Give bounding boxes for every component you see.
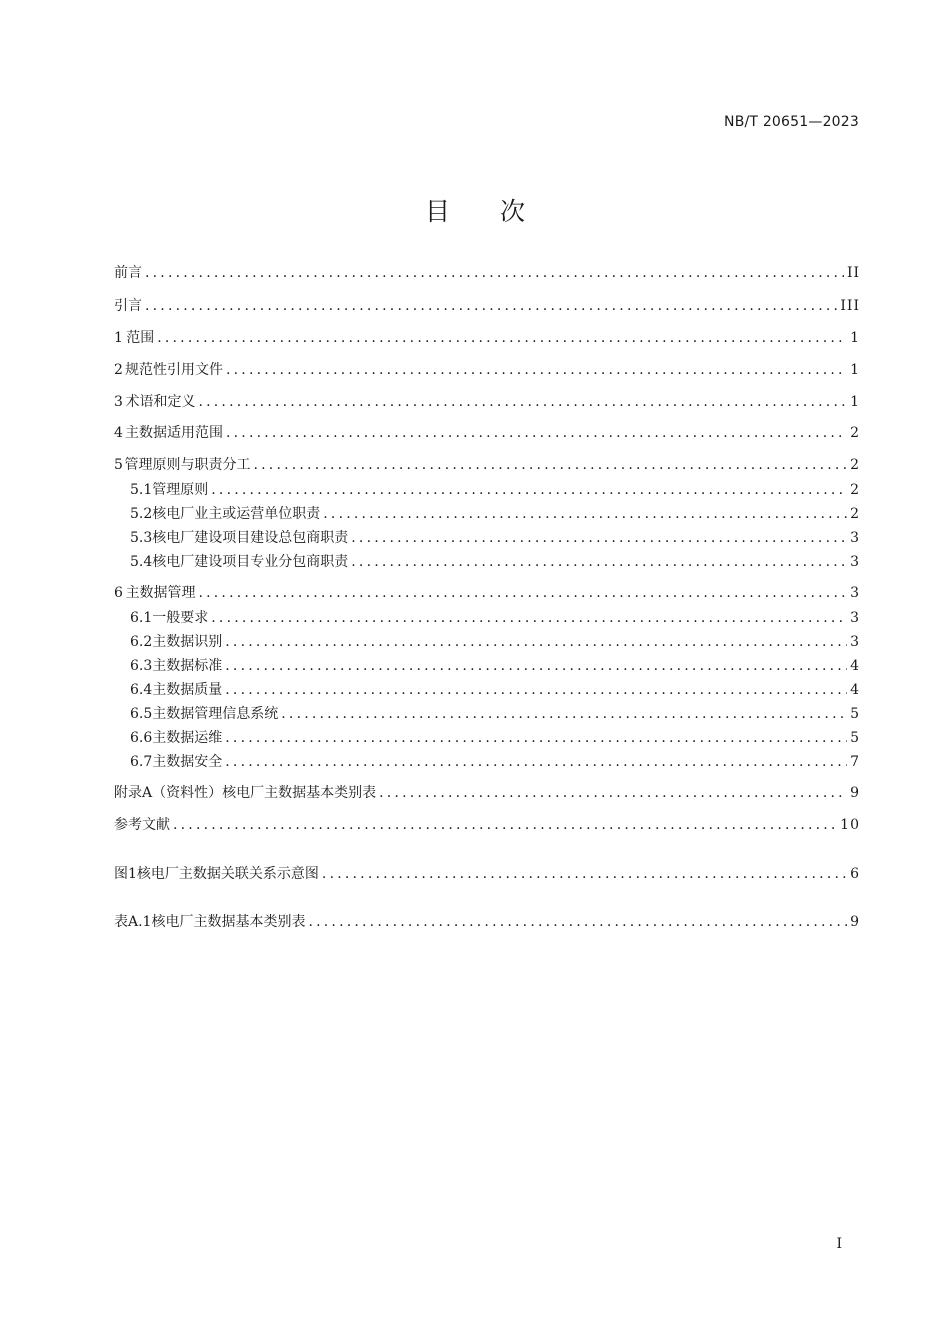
toc-entry-page: 1 [850,362,860,378]
toc-entry-6-2[interactable] [130,632,860,652]
toc-entry-page: 2 [850,506,860,522]
toc-entry-number: 6.6 [130,730,153,746]
toc-entry-label: 术语和定义 [125,394,196,410]
toc-entry-label: 主数据安全 [152,754,223,770]
toc-leader-dots [351,528,847,548]
toc-entry-label: 核电厂业主或运营单位职责 [152,506,321,522]
toc-entry-number: 6.7 [130,754,153,770]
toc-entry-page: 2 [850,482,860,498]
toc-entry-5-4[interactable] [130,552,860,572]
toc-entry-number: 4 [114,425,123,441]
toc-entry-page: 2 [850,457,860,473]
toc-entry-label: 主数据管理 [125,585,196,601]
toc-entry-6-5[interactable] [130,704,860,724]
toc-leader-dots [225,752,847,772]
toc-entry-figure-1[interactable] [114,864,860,884]
toc-entry-page: 3 [850,530,860,546]
toc-leader-dots [145,296,837,316]
toc-leader-dots [198,392,847,412]
toc-entry-label: 核电厂建设项目建设总包商职责 [152,530,349,546]
toc-entry-4[interactable] [114,423,860,443]
toc-entry-label: 核电厂主数据关联关系示意图 [136,866,319,882]
toc-entry-page: III [840,298,860,314]
page-number: I [836,1236,842,1252]
toc-entry-number: 5.4 [130,554,153,570]
toc-leader-dots [211,480,847,500]
toc-entry-page: 3 [850,585,860,601]
toc-entry-number: 6.3 [130,658,153,674]
toc-entry-label: 核电厂主数据基本类别表 [222,785,377,801]
toc-entry-number: 6.5 [130,706,153,722]
toc-entry-page: 6 [850,866,860,882]
toc-leader-dots [308,912,847,932]
toc-leader-dots [225,728,847,748]
toc-entry-page: 5 [850,730,860,746]
toc-entry-2[interactable] [114,360,860,380]
toc-leader-dots [226,423,847,443]
toc-entry-5-2[interactable] [130,504,860,524]
toc-leader-dots [198,583,847,603]
toc-entry-bibliography[interactable] [114,815,860,835]
toc-entry-page: 1 [850,394,860,410]
toc-entry-page: 4 [850,682,860,698]
toc-leader-dots [254,455,848,475]
title-char-1: 目 [424,197,450,226]
toc-leader-dots [225,680,847,700]
toc-entry-label: 主数据标准 [152,658,223,674]
page-title [0,192,950,228]
title-char-2: 次 [500,197,526,226]
toc-entry-6[interactable] [114,583,860,603]
toc-entry-6-3[interactable] [130,656,860,676]
toc-entry-number: 6.1 [130,610,153,626]
toc-entry-page: II [846,265,860,281]
toc-entry-number: 附录A（资料性） [114,785,223,801]
toc-entry-label: 主数据管理信息系统 [152,706,279,722]
toc-entry-label: 核电厂建设项目专业分包商职责 [152,554,349,570]
toc-entry-label: 范围 [126,330,155,346]
toc-entry-3[interactable] [114,392,860,412]
toc-entry-label: 主数据运维 [152,730,223,746]
toc-entry-label: 前言 [114,265,142,281]
standard-code: NB/T 20651—2023 [724,114,859,130]
toc-entry-number: 6.2 [130,634,153,650]
toc-entry-label: 规范性引用文件 [125,362,223,378]
toc-entry-appendix-a[interactable] [114,783,860,803]
toc-entry-label: 引言 [114,298,142,314]
toc-leader-dots [351,552,847,572]
toc-entry-number: 2 [114,362,123,378]
toc-entry-number: 3 [114,394,123,410]
toc-entry-page: 3 [850,554,860,570]
toc-leader-dots [379,783,847,803]
toc-leader-dots [281,704,847,724]
toc-entry-6-6[interactable] [130,728,860,748]
toc-entry-page: 2 [850,425,860,441]
toc-entry-5-3[interactable] [130,528,860,548]
toc-leader-dots [322,864,847,884]
toc-entry-number: 5.3 [130,530,153,546]
toc-entry-label: 主数据质量 [152,682,223,698]
toc-entry-page: 5 [850,706,860,722]
toc-entry-label: 管理原则与职责分工 [124,457,251,473]
toc-leader-dots [323,504,847,524]
toc-leader-dots [226,360,847,380]
toc-leader-dots [225,656,847,676]
toc-entry-introduction[interactable] [114,296,860,316]
toc-leader-dots [225,632,847,652]
toc-leader-dots [173,815,837,835]
toc-entry-page: 7 [850,754,860,770]
toc-entry-page: 1 [850,330,860,346]
toc-entry-1[interactable] [114,328,860,348]
toc-entry-label: 参考文献 [114,817,170,833]
toc-entry-number: 1 [114,330,123,346]
toc-entry-page: 9 [850,914,860,930]
toc-entry-6-1[interactable] [130,608,860,628]
toc-leader-dots [145,263,844,283]
toc-leader-dots [157,328,847,348]
toc-leader-dots [211,608,847,628]
toc-entry-page: 3 [850,634,860,650]
toc-entry-5[interactable] [114,455,860,475]
toc-entry-number: 表A.1 [114,914,152,930]
toc-entry-label: 管理原则 [152,482,209,498]
toc-entry-page: 4 [850,658,860,674]
toc-entry-5-1[interactable] [130,480,860,500]
toc-entry-number: 6 [114,585,123,601]
toc-entry-label: 主数据适用范围 [125,425,223,441]
toc-entry-label: 核电厂主数据基本类别表 [151,914,306,930]
toc-entry-number: 5 [114,457,123,473]
toc-entry-6-4[interactable] [130,680,860,700]
toc-entry-number: 5.2 [130,506,153,522]
toc-entry-number: 5.1 [130,482,153,498]
toc-entry-6-7[interactable] [130,752,860,772]
toc-entry-table-a1[interactable] [114,912,860,932]
toc-entry-label: 一般要求 [152,610,209,626]
toc-entry-page: 9 [850,785,860,801]
toc-entry-number: 6.4 [130,682,153,698]
toc-entry-page: 10 [840,817,860,833]
toc-entry-page: 3 [850,610,860,626]
toc-entry-foreword[interactable] [114,263,860,283]
toc-entry-label: 主数据识别 [152,634,223,650]
toc-entry-number: 图1 [114,866,137,882]
